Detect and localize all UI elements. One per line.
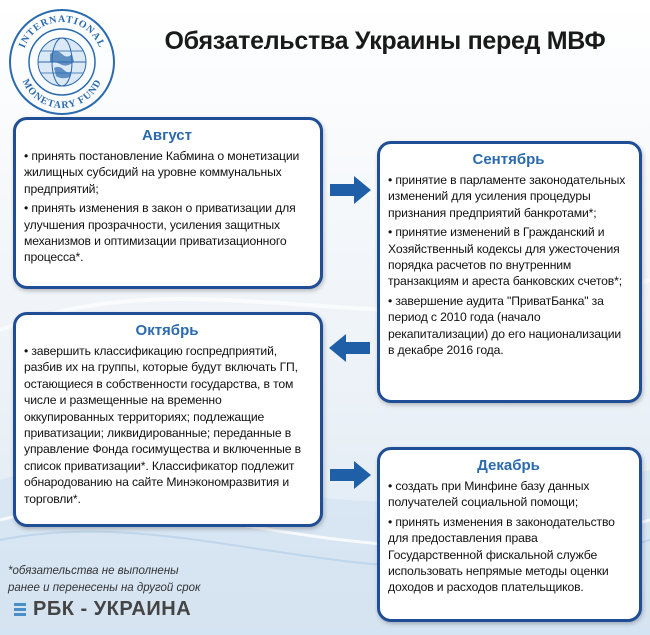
list-item: • принятие изменений в Гражданский и Хозяйственный кодексы для ужесточения порядка расчетов по внутренним транзакциям и ареста банковских счетов*;: [388, 225, 622, 289]
arrow-left-icon: [328, 332, 370, 369]
card-october-list: [24, 343, 310, 507]
card-august: [13, 117, 323, 289]
brand-bars-icon: [14, 603, 26, 616]
card-september-heading: Сентябрь: [472, 151, 545, 168]
arrow-right-icon: [330, 459, 372, 496]
card-september-list: [388, 172, 629, 358]
brand-logo: [14, 599, 191, 619]
list-item: • завершить классификацию госпредприятий, разбив их на группы, которые будут включать ГП, остающиеся в собственности государства, в том числе и размещенные на временно оккупированных территориях; подлежащие приватизации; ликвидированные; переданные в управление Фонда госимущества и включенные в список приватизации*. Классификатор подлежит обнародованию на сайте Минэкономразвития и торговли*.: [24, 344, 301, 506]
svg-text:INTERNATIONAL: INTERNATIONAL: [16, 13, 108, 50]
footnote: *обязательства не выполнены ранее и перенесены на другой срок: [8, 565, 201, 594]
card-october: [13, 312, 323, 527]
card-december: [377, 447, 642, 622]
brand-text: РБК - УКРАИНА: [33, 597, 192, 620]
arrow-right-icon: [330, 174, 372, 211]
card-august-list: [24, 148, 310, 266]
list-item: • завершение аудита "ПриватБанка" за период с 2010 года (начало рекапитализации) до его национализации в декабре 2016 года.: [388, 293, 622, 358]
svg-text:MONETARY FUND: MONETARY FUND: [19, 77, 105, 112]
card-december-list: [388, 478, 629, 596]
page-title: Обязательства Украины перед МВФ: [164, 27, 606, 55]
list-item: • принять постановление Кабмина о монетизации жилищных субсидий на уровне коммунальных предприятий;: [24, 149, 300, 196]
list-item: • принять изменения в закон о приватизации для улучшения прозрачности, усиления защитных механизмов и оптимизации приватизационного процесса*.: [24, 201, 296, 265]
card-september: [377, 141, 642, 403]
list-item: • принять изменения в законодательство для предоставления права Государственной фискальной службе использовать непрямые методы оценки доходов и расходов плательщиков.: [388, 514, 615, 595]
imf-seal-logo: [6, 6, 118, 118]
list-item: • принятие в парламенте законодательных изменений для усиления процедуры признания предприятий банкротами*;: [388, 173, 626, 220]
card-december-heading: Декабрь: [477, 457, 540, 474]
card-october-heading: Октябрь: [135, 322, 199, 339]
list-item: • создать при Минфине базу данных получателей социальной помощи;: [388, 479, 590, 510]
card-august-heading: Август: [142, 127, 192, 144]
